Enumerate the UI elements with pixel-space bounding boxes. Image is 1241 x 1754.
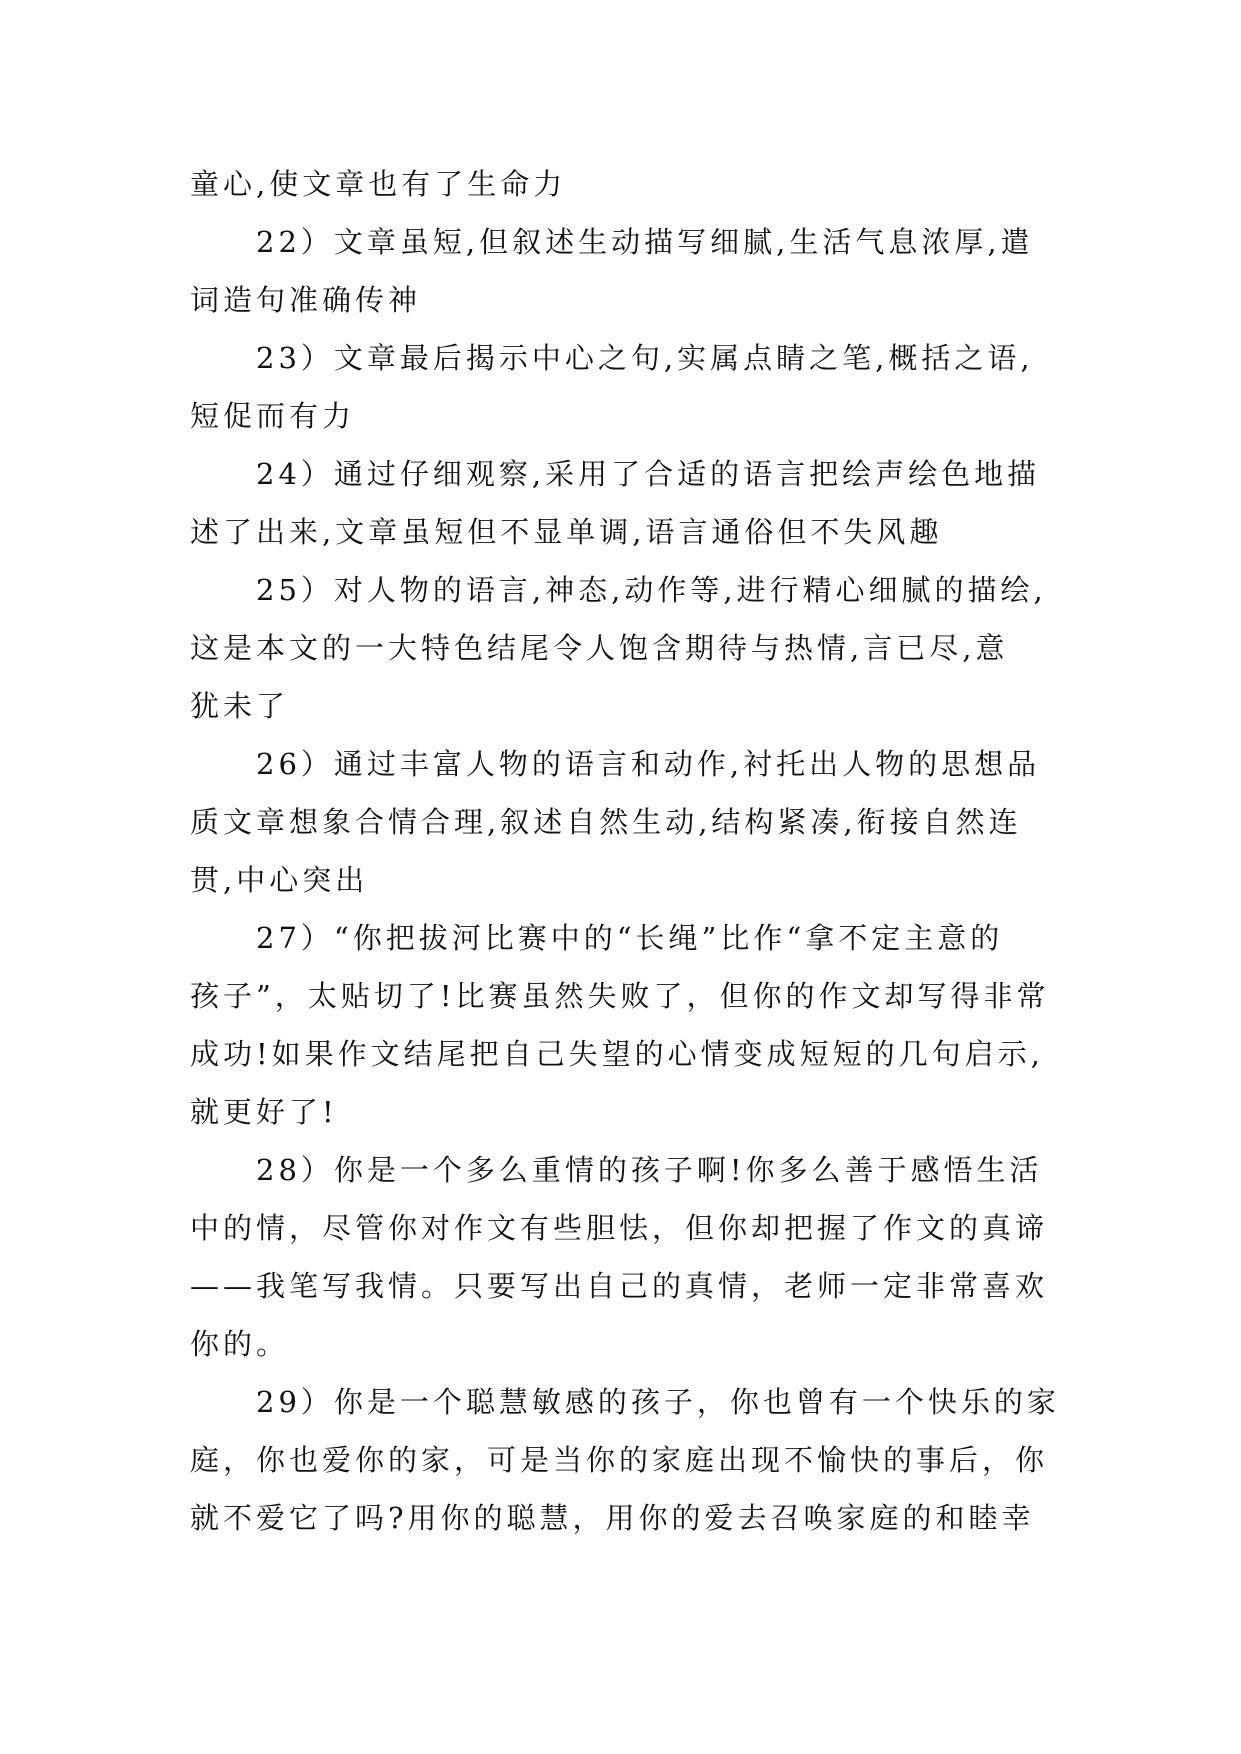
text-line: 孩子”，太贴切了!比赛虽然失败了，但你的作文却写得非常: [190, 979, 1050, 1013]
text-line: 述了出来,文章虽短但不显单调,语言通俗但不失风趣: [190, 515, 943, 549]
text-line: 这是本文的一大特色结尾令人饱含期待与热情,言已尽,意: [190, 631, 1009, 665]
text-line: 25）对人物的语言,神态,动作等,进行精心细腻的描绘,: [256, 573, 1047, 607]
text-line: 就不爱它了吗?用你的聪慧，用你的爱去召唤家庭的和睦幸: [190, 1501, 1035, 1535]
text-line: 童心,使文章也有了生命力: [190, 167, 567, 201]
text-line: 27）“你把拔河比赛中的“长绳”比作“拿不定主意的: [256, 921, 1004, 955]
text-line: 犹未了: [190, 689, 290, 723]
text-line: 28）你是一个多么重情的孩子啊!你多么善于感悟生活: [256, 1153, 1043, 1187]
text-line: 你的。: [190, 1327, 290, 1361]
text-line: 庭，你也爱你的家，可是当你的家庭出现不愉快的事后，你: [190, 1443, 1049, 1477]
text-line: 词造句准确传神: [190, 283, 422, 317]
text-line: 29）你是一个聪慧敏感的孩子，你也曾有一个快乐的家: [256, 1385, 1060, 1419]
text-line: 质文章想象合情合理,叙述自然生动,结构紧凑,衔接自然连: [190, 805, 1022, 839]
text-line: ——我笔写我情。只要写出自己的真情，老师一定非常喜欢: [190, 1269, 1049, 1303]
text-line: 22）文章虽短,但叙述生动描写细腻,生活气息浓厚,遣: [256, 225, 1034, 259]
text-line: 就更好了!: [190, 1095, 338, 1129]
document-body: [190, 155, 1060, 1547]
text-line: 24）通过仔细观察,采用了合适的语言把绘声绘色地描: [256, 457, 1041, 491]
text-line: 短促而有力: [190, 399, 356, 433]
text-line: 23）文章最后揭示中心之句,实属点睛之笔,概括之语,: [256, 341, 1034, 375]
text-line: 中的情，尽管你对作文有些胆怯，但你却把握了作文的真谛: [190, 1211, 1049, 1245]
text-line: 26）通过丰富人物的语言和动作,衬托出人物的思想品: [256, 747, 1041, 781]
text-line: 贯,中心突出: [190, 863, 369, 897]
text-line: 成功!如果作文结尾把自己失望的心情变成短短的几句启示,: [190, 1037, 1044, 1071]
